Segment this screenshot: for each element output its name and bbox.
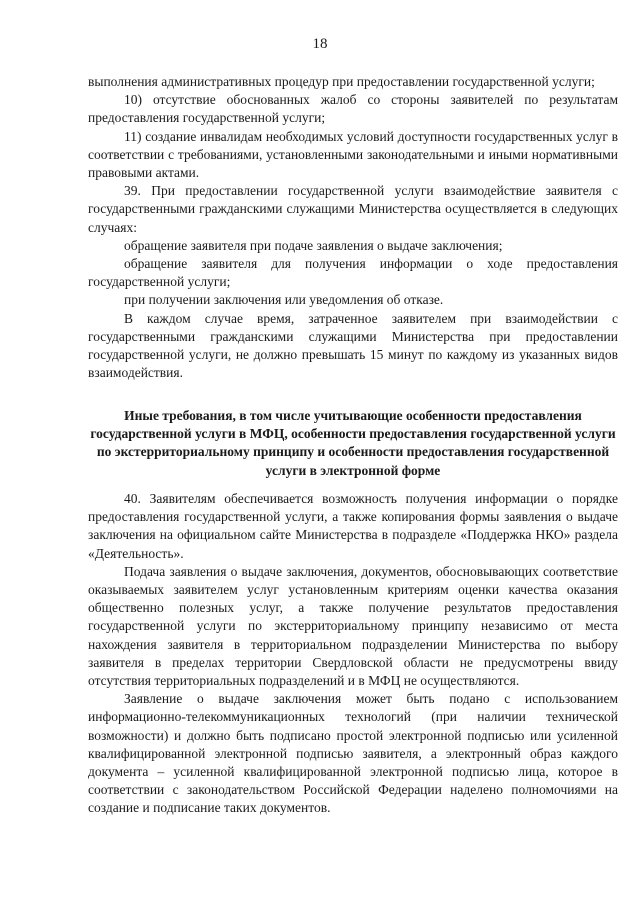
paragraph-case-3: при получении заключения или уведомления об отказе. (124, 292, 444, 308)
paragraph-time-limit: В каждом случае время, затраченное заявителем при взаимодействии с государственными гражданскими служащими Министерства при предоставлении государственной услуги, не должно превышать 15 минут по каждому из указанных видов взаимодействия. (88, 310, 618, 381)
paragraph-item-10: 10) отсутствие обоснованных жалоб со стороны заявителей по результатам предоставления государственной услуги; (88, 92, 618, 126)
document-body-top (88, 73, 618, 382)
section-heading: Иные требования, в том числе учитывающие особенности предоставления государственной услуги в МФЦ, особенности предоставления государственной услуги по экстерриториальному принципу и особенности предоставления государственной услуги в электронной форме (90, 408, 616, 478)
document-body-bottom (88, 490, 618, 818)
paragraph-clause-40: 40. Заявителям обеспечивается возможность получения информации о порядке предоставления государственной услуги, а также копирования формы заявления о выдаче заключения на официальном сайте Министерства в подразделе «Поддержка НКО» раздела «Деятельность». (88, 491, 618, 561)
paragraph-case-1: обращение заявителя при подаче заявления о выдаче заключения; (124, 237, 503, 253)
paragraph-continuation: выполнения административных процедур при предоставлении государственной услуги; (88, 74, 595, 89)
page-number: 18 (312, 36, 328, 52)
paragraph-clause-39: 39. При предоставлении государственной услуги взаимодействие заявителя с государственными гражданскими служащими Министерства осуществляется в следующих случаях: (88, 183, 618, 235)
paragraph-electronic-signature: Заявление о выдаче заключения может быть подано с использованием информационно-телекоммуникационных технологий (при наличии технической возможности) и должно быть подписано простой электронной подписью или усиленной квалифицированной электронной подписью заявителя, а электронный образ каждого документа – усиленной квалифицированной электронной подписью лица, которое в соответствии с законодательством Российской Федерации наделено полномочиями на создание и подписание таких документов. (88, 691, 618, 816)
paragraph-item-11: 11) создание инвалидам необходимых условий доступности государственных услуг в соответствии с требованиями, установленными законодательными и иными нормативными правовыми актами. (88, 128, 618, 181)
paragraph-case-2: обращение заявителя для получения информации о ходе предоставления государственной услуги; (88, 256, 618, 290)
paragraph-extraterritorial: Подача заявления о выдаче заключения, документов, обосновывающих соответствие оказываемых заявителем услуг установленным критериям оценки качества оказания общественно полезных услуг, а также получение результатов предоставления государственной услуги по экстерриториальному принципу независимо от места нахождения заявителя в территориальном подразделении Министерства по выбору заявителя в пределах территории Свердловской области не предусмотрены ввиду отсутствия территориальных подразделений и в МФЦ не осуществляются. (88, 563, 618, 689)
